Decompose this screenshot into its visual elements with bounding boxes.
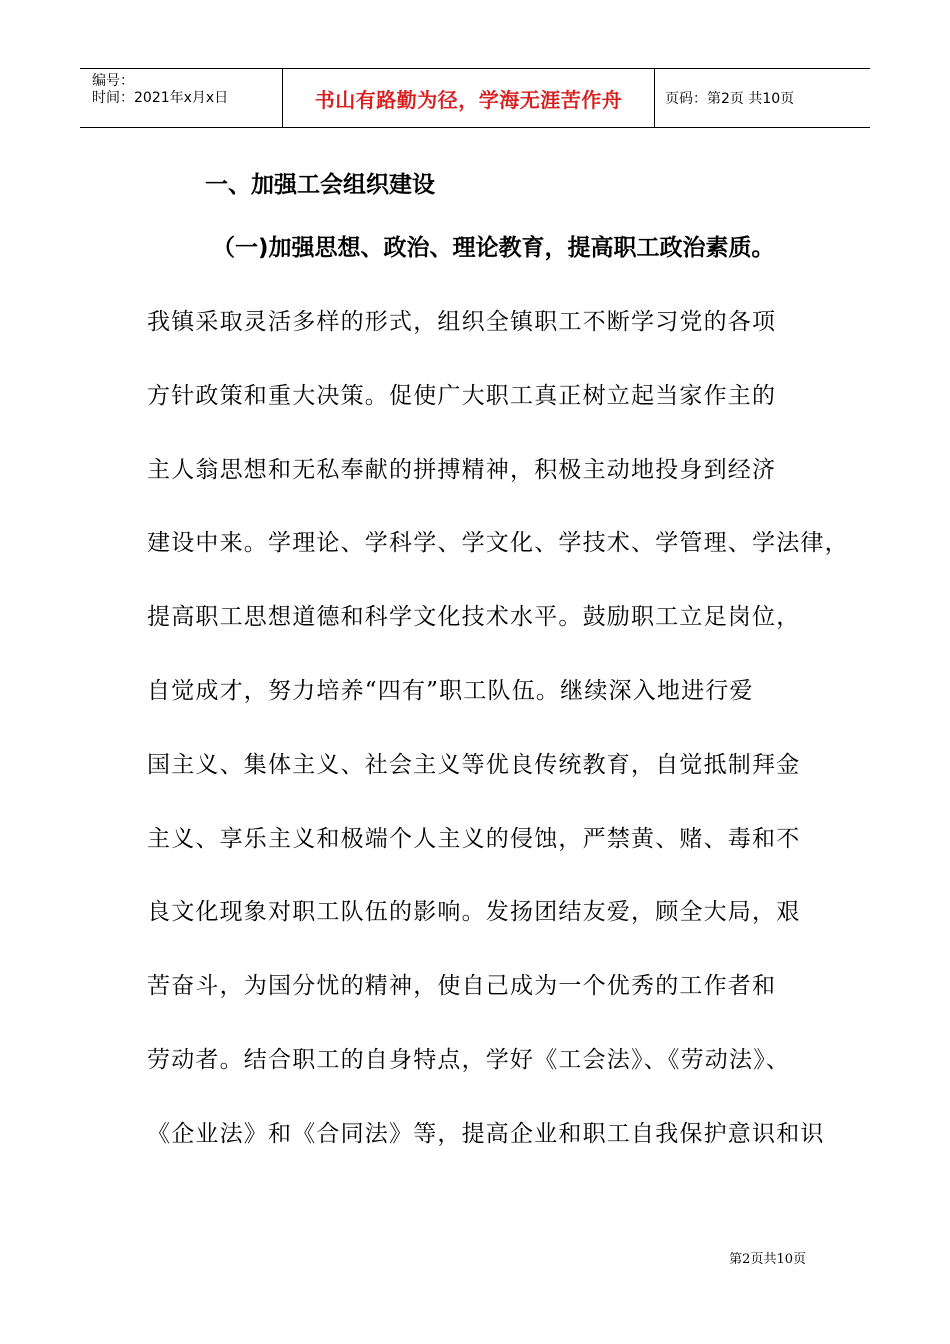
- section-heading: 一、加强工会组织建设: [205, 172, 435, 198]
- body-line: 苦奋斗，为国分忧的精神，使自己成为一个优秀的工作者和: [147, 973, 777, 1000]
- header-motto: 书山有路勤为径，学海无涯苦作舟: [282, 69, 655, 127]
- body-line: 国主义、集体主义、社会主义等优良传统教育，自觉抵制拜金: [147, 751, 801, 778]
- body-line: 我镇采取灵活多样的形式，组织全镇职工不断学习党的各项: [147, 309, 777, 335]
- body-paragraph: [147, 296, 849, 1182]
- body-line: 建设中来。学理论、学科学、学文化、学技术、学管理、学法律，: [147, 530, 849, 557]
- page-footer: 第2页共10页: [729, 1252, 806, 1267]
- body-line: 提高职工思想道德和科学文化技术水平。鼓励职工立足岗位，: [147, 604, 801, 631]
- document-header: [80, 68, 870, 128]
- subsection-heading: （一)加强思想、政治、理论教育，提高职工政治素质。: [212, 235, 775, 261]
- number-label: 编号：: [92, 73, 134, 89]
- body-line: 主义、享乐主义和极端个人主义的侵蚀，严禁黄、赌、毒和不: [147, 825, 801, 852]
- body-line: 方针政策和重大决策。促使广大职工真正树立起当家作主的: [147, 382, 777, 409]
- body-line: 劳动者。结合职工的自身特点，学好《工会法》、《劳动法》、: [147, 1046, 791, 1073]
- body-line: 自觉成才，努力培养“四有”职工队伍。继续深入地进行爱: [147, 677, 754, 704]
- body-line: 主人翁思想和无私奉献的拼搏精神，积极主动地投身到经济: [147, 456, 777, 483]
- header-page-info: 页码：第2页 共10页: [665, 91, 795, 107]
- body-line: 良文化现象对职工队伍的影响。发扬团结友爱，顾全大局，艰: [147, 899, 801, 926]
- date-label: 时间：2021年x月x日: [92, 90, 229, 106]
- body-line: 《企业法》和《合同法》等，提高企业和职工自我保护意识和识: [147, 1120, 825, 1147]
- header-meta: [80, 69, 282, 127]
